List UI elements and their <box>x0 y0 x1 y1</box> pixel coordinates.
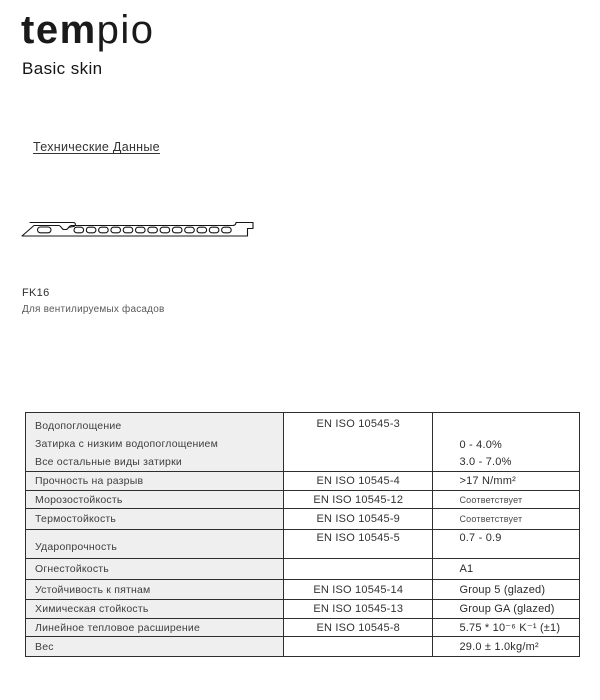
standard-cell: EN ISO 10545-8 <box>283 619 432 636</box>
property-label-cell: Химическая стойкость <box>26 600 283 618</box>
property-value: 29.0 ± 1.0kg/m² <box>459 640 539 653</box>
table-row <box>26 508 579 529</box>
standard-cell: EN ISO 10545-14 <box>283 580 432 599</box>
standard-cell <box>283 413 432 471</box>
property-label-cell: Морозостойкость <box>26 491 283 508</box>
property-value-cell <box>432 637 579 656</box>
property-value-cell <box>432 509 579 529</box>
property-value: Соответствует <box>459 494 523 505</box>
property-value-cell <box>432 600 579 618</box>
brand-logo-light: pio <box>96 8 155 52</box>
property-value: Соответствует <box>459 514 523 524</box>
table-row <box>26 471 579 490</box>
property-label-cell: Ударопрочность <box>26 530 283 558</box>
property-label-cell: Вес <box>26 637 283 656</box>
table-row <box>26 490 579 508</box>
panel-profile-diagram-icon <box>18 212 263 246</box>
table-row <box>26 579 579 599</box>
standard-ref: EN ISO 10545-3 <box>316 418 400 430</box>
table-row <box>26 618 579 636</box>
property-value-cell <box>432 413 579 471</box>
property-value: Group 5 (glazed) <box>459 583 546 596</box>
property-value-cell <box>432 491 579 508</box>
table-row <box>26 529 579 558</box>
property-value-cell <box>432 580 579 599</box>
property-value: 3.0 - 7.0% <box>459 456 512 468</box>
property-value: >17 N/mm² <box>459 475 516 487</box>
property-label-cell: Огнестойкость <box>26 559 283 579</box>
property-value: Group GA (glazed) <box>459 603 555 615</box>
property-value-cell <box>432 472 579 490</box>
standard-cell: EN ISO 10545-13 <box>283 600 432 618</box>
property-value: 0.7 - 0.9 <box>459 532 502 544</box>
brand-logo <box>21 8 155 52</box>
property-value: A1 <box>459 563 474 575</box>
table-row <box>26 599 579 618</box>
technical-data-table <box>25 412 580 657</box>
property-label-cell: Линейное тепловое расширение <box>26 619 283 636</box>
standard-cell: EN ISO 10545-12 <box>283 491 432 508</box>
table-row <box>26 558 579 579</box>
table-row <box>26 636 579 656</box>
standard-cell <box>283 637 432 656</box>
property-value: 5.75 * 10⁻⁶ K⁻¹ (±1) <box>459 622 561 634</box>
brand-logo-bold: tem <box>21 8 97 52</box>
property-value: 0 - 4.0% <box>459 439 503 451</box>
section-heading: Технические Данные <box>33 140 160 154</box>
product-code: FK16 <box>22 287 50 299</box>
product-line-subtitle: Basic skin <box>22 59 103 78</box>
property-value-cell <box>432 559 579 579</box>
property-label: Затирка с низким водопоглощением <box>35 438 219 450</box>
standard-cell: EN ISO 10545-5 <box>283 530 432 558</box>
property-label: Все остальные виды затирки <box>35 456 182 468</box>
standard-cell <box>283 559 432 579</box>
property-label: Водопоглощение <box>35 420 122 432</box>
property-label-cell: Термостойкость <box>26 509 283 529</box>
property-label-cell <box>26 413 283 471</box>
product-description: Для вентилируемых фасадов <box>22 304 165 315</box>
property-value-cell <box>432 619 579 636</box>
property-label-cell: Устойчивость к пятнам <box>26 580 283 599</box>
property-value-cell <box>432 530 579 558</box>
property-label-cell: Прочность на разрыв <box>26 472 283 490</box>
standard-cell: EN ISO 10545-4 <box>283 472 432 490</box>
table-row <box>26 413 579 471</box>
standard-cell: EN ISO 10545-9 <box>283 509 432 529</box>
